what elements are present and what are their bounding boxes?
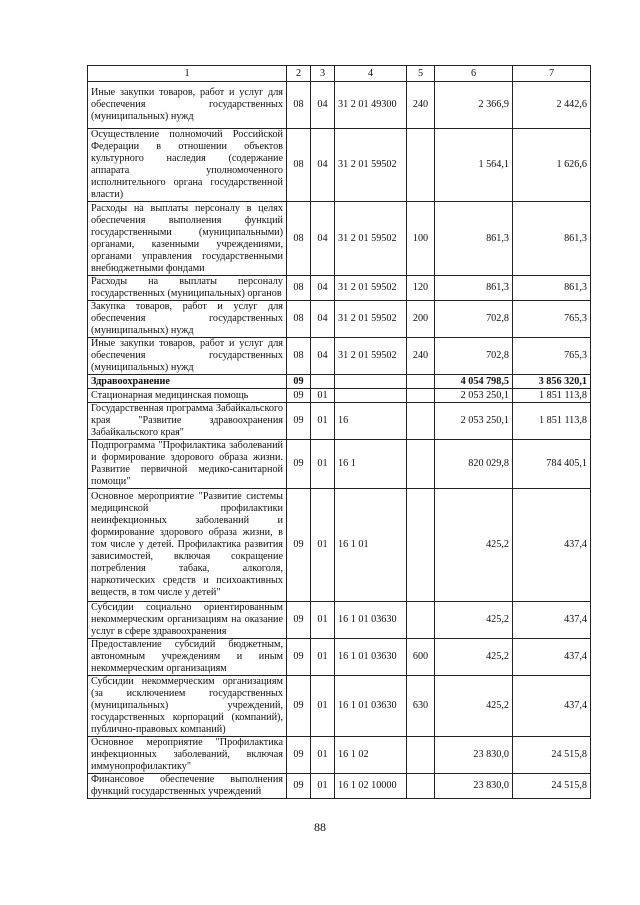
subsection-code-cell: 01 <box>311 403 335 440</box>
amount-year1-cell: 425,2 <box>435 639 513 676</box>
table-row <box>88 737 591 774</box>
row-name-cell: Финансовое обеспечение выполнения функций государственных учреждений <box>88 774 287 799</box>
table-header-row <box>88 66 591 82</box>
amount-year2-cell: 1 626,6 <box>513 129 591 202</box>
amount-year2-cell: 24 515,8 <box>513 774 591 799</box>
row-name-cell: Стационарная медицинская помощь <box>88 389 287 403</box>
amount-year2-cell: 2 442,6 <box>513 82 591 129</box>
budget-table <box>87 65 591 799</box>
amount-year1-cell: 2 053 250,1 <box>435 389 513 403</box>
table-row <box>88 301 591 338</box>
table-row <box>88 276 591 301</box>
section-code-cell: 08 <box>287 82 311 129</box>
amount-year1-cell: 4 054 798,5 <box>435 375 513 389</box>
subsection-code-cell: 01 <box>311 774 335 799</box>
subsection-code-cell: 04 <box>311 82 335 129</box>
amount-year2-cell: 861,3 <box>513 276 591 301</box>
subsection-code-cell: 04 <box>311 276 335 301</box>
expense-type-cell: 600 <box>407 639 435 676</box>
expense-type-cell <box>407 440 435 489</box>
amount-year1-cell: 1 564,1 <box>435 129 513 202</box>
amount-year1-cell: 2 366,9 <box>435 82 513 129</box>
subsection-code-cell: 04 <box>311 301 335 338</box>
target-article-cell: 16 1 <box>335 440 407 489</box>
amount-year1-cell: 2 053 250,1 <box>435 403 513 440</box>
subsection-code-cell <box>311 375 335 389</box>
header-cell: 7 <box>513 66 591 82</box>
amount-year2-cell: 437,4 <box>513 676 591 737</box>
subsection-code-cell: 04 <box>311 129 335 202</box>
target-article-cell: 31 2 01 59502 <box>335 276 407 301</box>
expense-type-cell: 120 <box>407 276 435 301</box>
expense-type-cell <box>407 375 435 389</box>
table-row <box>88 774 591 799</box>
row-name-cell: Основное мероприятие "Развитие системы медицинской профилактики неинфекционных заболеваний и формирование здорового образа жизни, в том числе у детей. Профилактика развития зависимостей, включая сокращение потребления табака, алкоголя, наркотических средств и психоактивных веществ, в том числе у детей" <box>88 489 287 602</box>
target-article-cell: 31 2 01 49300 <box>335 82 407 129</box>
row-name-cell: Основное мероприятие "Профилактика инфекционных заболеваний, включая иммунопрофилактику" <box>88 737 287 774</box>
section-code-cell: 09 <box>287 639 311 676</box>
target-article-cell: 16 1 02 <box>335 737 407 774</box>
header-cell: 4 <box>335 66 407 82</box>
expense-type-cell <box>407 774 435 799</box>
amount-year2-cell: 437,4 <box>513 489 591 602</box>
header-cell: 2 <box>287 66 311 82</box>
row-name-cell: Расходы на выплаты персоналу в целях обеспечения выполнения функций государственными (муниципальными) органами, казенными учреждениями, органами управления государственными внебюджетными фондами <box>88 202 287 276</box>
subsection-code-cell: 04 <box>311 338 335 375</box>
table-row <box>88 338 591 375</box>
expense-type-cell <box>407 389 435 403</box>
amount-year2-cell: 784 405,1 <box>513 440 591 489</box>
table-row <box>88 129 591 202</box>
page-number: 88 <box>314 820 326 834</box>
section-code-cell: 09 <box>287 737 311 774</box>
amount-year1-cell: 23 830,0 <box>435 737 513 774</box>
section-code-cell: 09 <box>287 389 311 403</box>
section-code-cell: 08 <box>287 301 311 338</box>
amount-year2-cell: 765,3 <box>513 301 591 338</box>
section-code-cell: 08 <box>287 276 311 301</box>
section-code-cell: 08 <box>287 202 311 276</box>
table-row <box>88 202 591 276</box>
header-cell: 5 <box>407 66 435 82</box>
row-name-cell: Подпрограмма "Профилактика заболеваний и формирование здорового образа жизни. Развитие первичной медико-санитарной помощи" <box>88 440 287 489</box>
target-article-cell <box>335 375 407 389</box>
subsection-code-cell: 01 <box>311 389 335 403</box>
section-code-cell: 08 <box>287 338 311 375</box>
expense-type-cell <box>407 602 435 639</box>
target-article-cell: 16 1 01 03630 <box>335 676 407 737</box>
expense-type-cell: 240 <box>407 338 435 375</box>
row-name-cell: Иные закупки товаров, работ и услуг для обеспечения государственных (муниципальных) нужд <box>88 338 287 375</box>
header-cell: 1 <box>88 66 287 82</box>
expense-type-cell: 100 <box>407 202 435 276</box>
amount-year1-cell: 425,2 <box>435 676 513 737</box>
table-row <box>88 389 591 403</box>
target-article-cell: 16 <box>335 403 407 440</box>
expense-type-cell <box>407 737 435 774</box>
amount-year2-cell: 24 515,8 <box>513 737 591 774</box>
subsection-code-cell: 04 <box>311 202 335 276</box>
expense-type-cell <box>407 129 435 202</box>
expense-type-cell <box>407 489 435 602</box>
amount-year1-cell: 820 029,8 <box>435 440 513 489</box>
expense-type-cell: 200 <box>407 301 435 338</box>
amount-year2-cell: 437,4 <box>513 639 591 676</box>
row-name-cell: Здравоохранение <box>88 375 287 389</box>
header-cell: 3 <box>311 66 335 82</box>
table-row <box>88 602 591 639</box>
target-article-cell: 31 2 01 59502 <box>335 202 407 276</box>
amount-year2-cell: 765,3 <box>513 338 591 375</box>
expense-type-cell <box>407 403 435 440</box>
section-code-cell: 09 <box>287 489 311 602</box>
header-cell: 6 <box>435 66 513 82</box>
table-row <box>88 82 591 129</box>
expense-type-cell: 240 <box>407 82 435 129</box>
table-row <box>88 375 591 389</box>
amount-year1-cell: 702,8 <box>435 338 513 375</box>
row-name-cell: Расходы на выплаты персоналу государственных (муниципальных) органов <box>88 276 287 301</box>
target-article-cell <box>335 389 407 403</box>
section-code-cell: 09 <box>287 440 311 489</box>
section-code-cell: 08 <box>287 129 311 202</box>
target-article-cell: 16 1 01 <box>335 489 407 602</box>
amount-year1-cell: 861,3 <box>435 202 513 276</box>
section-code-cell: 09 <box>287 403 311 440</box>
row-name-cell: Закупка товаров, работ и услуг для обеспечения государственных (муниципальных) нужд <box>88 301 287 338</box>
subsection-code-cell: 01 <box>311 602 335 639</box>
target-article-cell: 16 1 02 10000 <box>335 774 407 799</box>
target-article-cell: 31 2 01 59502 <box>335 338 407 375</box>
amount-year1-cell: 425,2 <box>435 489 513 602</box>
target-article-cell: 31 2 01 59502 <box>335 129 407 202</box>
row-name-cell: Предоставление субсидий бюджетным, автономным учреждениям и иным некоммерческим организациям <box>88 639 287 676</box>
table-row <box>88 639 591 676</box>
subsection-code-cell: 01 <box>311 440 335 489</box>
amount-year1-cell: 23 830,0 <box>435 774 513 799</box>
amount-year2-cell: 437,4 <box>513 602 591 639</box>
section-code-cell: 09 <box>287 375 311 389</box>
subsection-code-cell: 01 <box>311 489 335 602</box>
section-code-cell: 09 <box>287 676 311 737</box>
target-article-cell: 16 1 01 03630 <box>335 602 407 639</box>
section-code-cell: 09 <box>287 602 311 639</box>
amount-year2-cell: 1 851 113,8 <box>513 403 591 440</box>
target-article-cell: 31 2 01 59502 <box>335 301 407 338</box>
table-row <box>88 403 591 440</box>
amount-year2-cell: 861,3 <box>513 202 591 276</box>
row-name-cell: Иные закупки товаров, работ и услуг для обеспечения государственных (муниципальных) нужд <box>88 82 287 129</box>
target-article-cell: 16 1 01 03630 <box>335 639 407 676</box>
table-body <box>88 66 591 799</box>
amount-year1-cell: 425,2 <box>435 602 513 639</box>
row-name-cell: Субсидии некоммерческим организациям (за исключением государственных (муниципальных) учреждений, государственных корпораций (компаний), публично-правовых компаний) <box>88 676 287 737</box>
section-code-cell: 09 <box>287 774 311 799</box>
row-name-cell: Субсидии социально ориентированным некоммерческим организациям на оказание услуг в сфере здравоохранения <box>88 602 287 639</box>
amount-year2-cell: 1 851 113,8 <box>513 389 591 403</box>
table-row <box>88 440 591 489</box>
subsection-code-cell: 01 <box>311 639 335 676</box>
table-row <box>88 676 591 737</box>
expense-type-cell: 630 <box>407 676 435 737</box>
row-name-cell: Государственная программа Забайкальского края "Развитие здравоохранения Забайкальского края" <box>88 403 287 440</box>
amount-year2-cell: 3 856 320,1 <box>513 375 591 389</box>
subsection-code-cell: 01 <box>311 737 335 774</box>
amount-year1-cell: 861,3 <box>435 276 513 301</box>
row-name-cell: Осуществление полномочий Российской Федерации в отношении объектов культурного наследия (содержание аппарата уполномоченного исполнительного органа государственной власти) <box>88 129 287 202</box>
table-row <box>88 489 591 602</box>
subsection-code-cell: 01 <box>311 676 335 737</box>
amount-year1-cell: 702,8 <box>435 301 513 338</box>
